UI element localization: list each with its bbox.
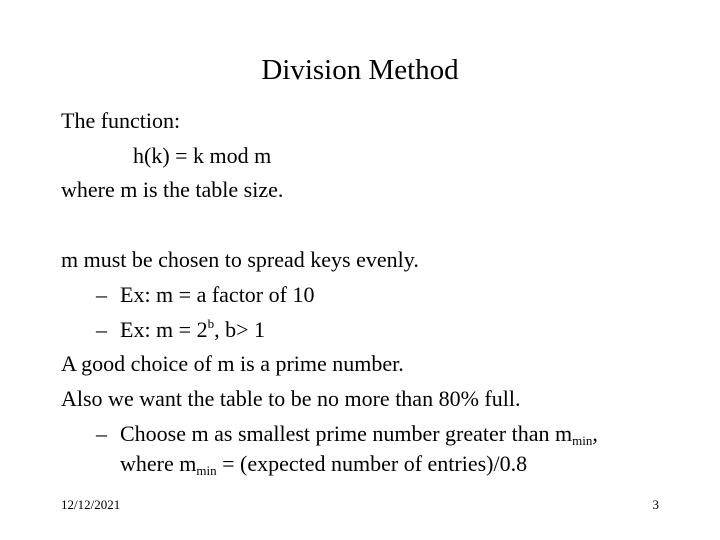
text-line-where-mmin — [120, 451, 527, 477]
text-line-full: Also we want the table to be no more than 80% full. — [61, 386, 521, 411]
bullet-text: Ex: m = a factor of 10 — [120, 282, 315, 307]
text-line-prime: A good choice of m is a prime number. — [61, 351, 404, 376]
bullet-choose-m — [96, 421, 598, 447]
bullet-dash: – — [96, 317, 107, 342]
footer-page-number: 3 — [652, 497, 659, 512]
subscript-min: min — [572, 433, 593, 448]
text-line-spread-keys: m must be chosen to spread keys evenly. — [61, 247, 419, 272]
footer-date: 12/12/2021 — [61, 497, 121, 512]
bullet-ex-power — [96, 317, 265, 343]
bullet-text-suffix: , b> 1 — [214, 317, 265, 342]
superscript-b: b — [207, 316, 215, 331]
bullet-text-suffix: , — [592, 421, 598, 446]
subscript-min: min — [196, 463, 217, 478]
slide-title: Division Method — [261, 54, 459, 86]
text-line-function: The function: — [61, 108, 181, 133]
bullet-text-prefix: Ex: m = 2 — [120, 317, 208, 342]
text-line-table-size: where m is the table size. — [61, 177, 284, 202]
bullet-ex-factor — [96, 282, 314, 308]
bullet-dash: – — [96, 421, 107, 446]
where-suffix: = (expected number of entries)/0.8 — [216, 451, 528, 476]
text-line-formula: h(k) = k mod m — [133, 143, 272, 168]
bullet-text-prefix: Choose m as smallest prime number greater than m — [120, 421, 573, 446]
where-prefix: where m — [120, 451, 197, 476]
bullet-dash: – — [96, 282, 107, 307]
